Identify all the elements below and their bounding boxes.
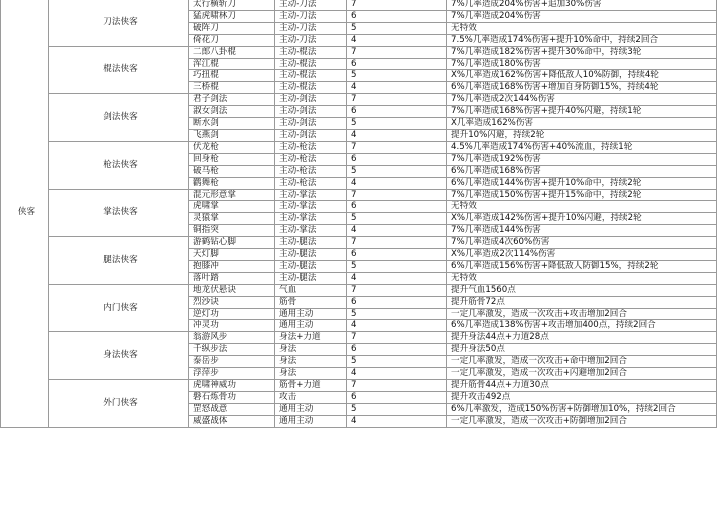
skill-level-cell: 5 [347, 356, 447, 368]
table-row [1, 94, 717, 106]
skill-effect-cell: 7%几率造成204%伤害 [447, 10, 717, 22]
skill-name-cell: 断水剑 [189, 118, 275, 130]
skill-name-cell: 倚花刀 [189, 34, 275, 46]
skill-effect-cell: X%几率造成142%伤害+提升10%闪避，持续2轮 [447, 213, 717, 225]
skill-type-cell: 筋骨 [275, 296, 347, 308]
skill-level-cell: 5 [347, 213, 447, 225]
skill-level-cell: 6 [347, 391, 447, 403]
skill-level-cell: 7 [347, 141, 447, 153]
skill-effect-cell: 无特效 [447, 272, 717, 284]
skill-effect-cell: 提升攻击492点 [447, 391, 717, 403]
table-row [1, 237, 717, 249]
skill-level-cell: 7 [347, 46, 447, 58]
skill-level-cell: 7 [347, 380, 447, 392]
skill-table-body [1, 0, 717, 427]
skill-effect-cell: 6%几率激发，造成150%伤害+防御增加10%，持续2回合 [447, 403, 717, 415]
skill-effect-cell: 7.5%几率造成174%伤害+提升10%命中，持续2回合 [447, 34, 717, 46]
skill-name-cell: 铜指突 [189, 225, 275, 237]
skill-name-cell: 冲灵功 [189, 320, 275, 332]
skill-type-cell: 主动-掌法 [275, 225, 347, 237]
skill-effect-cell: 7%几率造成192%伤害 [447, 153, 717, 165]
skill-level-cell: 7 [347, 0, 447, 10]
skill-level-cell: 5 [347, 70, 447, 82]
skill-type-cell: 主动-刀法 [275, 22, 347, 34]
skill-type-cell: 主动-掌法 [275, 213, 347, 225]
skill-effect-cell: 提升筋骨44点+力道30点 [447, 380, 717, 392]
skill-name-cell: 罡怒战意 [189, 403, 275, 415]
skill-level-cell: 6 [347, 249, 447, 261]
skill-type-cell: 身法+力道 [275, 332, 347, 344]
skill-type-cell: 主动-棍法 [275, 46, 347, 58]
skill-effect-cell: 7%几率造成4次60%伤害 [447, 237, 717, 249]
skill-level-cell: 4 [347, 368, 447, 380]
group-name-cell: 内门侠客 [49, 284, 189, 332]
skill-level-cell: 6 [347, 106, 447, 118]
skill-effect-cell: 7%几率造成180%伤害 [447, 58, 717, 70]
skill-level-cell: 5 [347, 403, 447, 415]
skill-level-cell: 5 [347, 22, 447, 34]
skill-name-cell: 威盛战体 [189, 415, 275, 427]
skill-effect-cell: X%几率造成2次114%伤害 [447, 249, 717, 261]
skill-type-cell: 主动-枪法 [275, 177, 347, 189]
group-name-cell: 掌法侠客 [49, 189, 189, 237]
skill-type-cell: 气血 [275, 284, 347, 296]
skill-effect-cell: 7%几率造成2次144%伤害 [447, 94, 717, 106]
skill-type-cell: 主动-掌法 [275, 189, 347, 201]
skill-type-cell: 主动-剑法 [275, 118, 347, 130]
skill-level-cell: 5 [347, 260, 447, 272]
table-row [1, 332, 717, 344]
skill-type-cell: 身法 [275, 368, 347, 380]
skill-name-cell: 天灯脚 [189, 249, 275, 261]
skill-name-cell: 翁游风步 [189, 332, 275, 344]
table-row [1, 141, 717, 153]
skill-name-cell: 猛虎啸林刀 [189, 10, 275, 22]
group-name-cell: 棍法侠客 [49, 46, 189, 94]
skill-type-cell: 主动-腿法 [275, 260, 347, 272]
skill-type-cell: 主动-掌法 [275, 201, 347, 213]
skill-type-cell: 主动-枪法 [275, 165, 347, 177]
skill-name-cell: 太行横斩刀 [189, 0, 275, 10]
skill-effect-cell: 提升身法44点+力道28点 [447, 332, 717, 344]
skill-level-cell: 5 [347, 165, 447, 177]
skill-effect-cell: 6%几率造成168%伤害 [447, 165, 717, 177]
skill-name-cell: 逆灯功 [189, 308, 275, 320]
skill-name-cell: 抱膝冲 [189, 260, 275, 272]
skill-effect-cell: 7%几率造成168%伤害+提升40%闪避，持续1轮 [447, 106, 717, 118]
skill-level-cell: 6 [347, 153, 447, 165]
skill-level-cell: 4 [347, 34, 447, 46]
skill-type-cell: 通用主动 [275, 308, 347, 320]
skill-name-cell: 破马枪 [189, 165, 275, 177]
skill-level-cell: 6 [347, 201, 447, 213]
skill-effect-cell: 一定几率激发，造成一次攻击+闪避增加2回合 [447, 368, 717, 380]
skill-effect-cell: 6%几率造成168%伤害+增加自身防御15%，持续4轮 [447, 82, 717, 94]
skill-type-cell: 筋骨+力道 [275, 380, 347, 392]
skill-type-cell: 主动-棍法 [275, 82, 347, 94]
skill-effect-cell: 4.5%几率造成174%伤害+40%流血，持续1轮 [447, 141, 717, 153]
skill-level-cell: 4 [347, 82, 447, 94]
skill-name-cell: 地龙伏悬诀 [189, 284, 275, 296]
table-row [1, 380, 717, 392]
skill-level-cell: 4 [347, 272, 447, 284]
skill-name-cell: 淑女剑法 [189, 106, 275, 118]
skill-type-cell: 主动-棍法 [275, 58, 347, 70]
skill-name-cell: 二郎八卦棍 [189, 46, 275, 58]
skill-type-cell: 通用主动 [275, 415, 347, 427]
skill-type-cell: 主动-枪法 [275, 141, 347, 153]
group-name-cell: 外门侠客 [49, 380, 189, 428]
skill-type-cell: 主动-刀法 [275, 0, 347, 10]
skill-effect-cell: 无特效 [447, 22, 717, 34]
skill-effect-cell: 提升筋骨72点 [447, 296, 717, 308]
skill-effect-cell: X几率造成162%伤害 [447, 118, 717, 130]
skill-level-cell: 7 [347, 284, 447, 296]
skill-name-cell: 伏龙枪 [189, 141, 275, 153]
skill-type-cell: 主动-刀法 [275, 34, 347, 46]
skill-effect-cell: 7%几率造成150%伤害+提升15%命中，持续2轮 [447, 189, 717, 201]
group-name-cell: 腿法侠客 [49, 237, 189, 285]
group-name-cell: 枪法侠客 [49, 141, 189, 189]
skill-level-cell: 4 [347, 225, 447, 237]
skill-name-cell: 千纵步法 [189, 344, 275, 356]
skill-level-cell: 7 [347, 332, 447, 344]
skill-level-cell: 4 [347, 320, 447, 332]
skill-level-cell: 5 [347, 118, 447, 130]
skill-effect-cell: X%几率造成162%伤害+降低敌人10%防御，持续4轮 [447, 70, 717, 82]
skill-name-cell: 巧扭棍 [189, 70, 275, 82]
skill-name-cell: 游鹤钻心脚 [189, 237, 275, 249]
skill-type-cell: 主动-腿法 [275, 272, 347, 284]
skill-effect-cell: 7%几率造成182%伤害+提升30%命中，持续3轮 [447, 46, 717, 58]
skill-effect-cell: 7%几率造成144%伤害 [447, 225, 717, 237]
skill-effect-cell: 无特效 [447, 201, 717, 213]
skill-type-cell: 主动-剑法 [275, 94, 347, 106]
skill-name-cell: 烈沙诀 [189, 296, 275, 308]
skill-effect-cell: 一定几率激发，造成一次攻击+攻击增加2回合 [447, 308, 717, 320]
skill-effect-cell: 6%几率造成144%伤害+提升10%命中，持续2轮 [447, 177, 717, 189]
skill-name-cell: 灵猿掌 [189, 213, 275, 225]
skill-type-cell: 通用主动 [275, 320, 347, 332]
skill-level-cell: 7 [347, 189, 447, 201]
skill-effect-cell: 提升身法50点 [447, 344, 717, 356]
skill-type-cell: 攻击 [275, 391, 347, 403]
table-row [1, 46, 717, 58]
skill-level-cell: 6 [347, 10, 447, 22]
skill-type-cell: 主动-剑法 [275, 106, 347, 118]
skill-type-cell: 主动-剑法 [275, 129, 347, 141]
skill-effect-cell: 一定几率激发，造成一次攻击+防御增加2回合 [447, 415, 717, 427]
skill-type-cell: 主动-棍法 [275, 70, 347, 82]
skill-type-cell: 身法 [275, 344, 347, 356]
skill-name-cell: 泰岳步 [189, 356, 275, 368]
skill-level-cell: 7 [347, 237, 447, 249]
skill-name-cell: 磐石炼骨功 [189, 391, 275, 403]
skill-effect-cell: 6%几率造成156%伤害+降低敌人防御15%，持续2轮 [447, 260, 717, 272]
skill-name-cell: 浮萍步 [189, 368, 275, 380]
group-name-cell: 身法侠客 [49, 332, 189, 380]
skill-name-cell: 落叶踏 [189, 272, 275, 284]
skill-type-cell: 主动-枪法 [275, 153, 347, 165]
skill-type-cell: 主动-刀法 [275, 10, 347, 22]
skill-type-cell: 身法 [275, 356, 347, 368]
skill-name-cell: 虎啸神威功 [189, 380, 275, 392]
skill-effect-cell: 一定几率激发，造成一次攻击+命中增加2回合 [447, 356, 717, 368]
skill-level-cell: 4 [347, 177, 447, 189]
skill-level-cell: 4 [347, 129, 447, 141]
skill-level-cell: 7 [347, 94, 447, 106]
category-cell: 侠客 [1, 0, 49, 427]
skill-effect-cell: 6%几率造成138%伤害+攻击增加400点，持续2回合 [447, 320, 717, 332]
skill-level-cell: 6 [347, 296, 447, 308]
table-row [1, 189, 717, 201]
group-name-cell: 刀法侠客 [49, 0, 189, 46]
skill-name-cell: 君子剑法 [189, 94, 275, 106]
skill-effect-cell: 提升10%闪避，持续2轮 [447, 129, 717, 141]
skill-name-cell: 混元形意掌 [189, 189, 275, 201]
skill-effect-cell: 7%几率造成204%伤害+追加30%伤害 [447, 0, 717, 10]
skill-name-cell: 虎啸掌 [189, 201, 275, 213]
skill-level-cell: 6 [347, 344, 447, 356]
skill-name-cell: 浑江棍 [189, 58, 275, 70]
skill-level-cell: 4 [347, 415, 447, 427]
skill-type-cell: 主动-腿法 [275, 237, 347, 249]
skill-type-cell: 主动-腿法 [275, 249, 347, 261]
skill-level-cell: 5 [347, 308, 447, 320]
skill-name-cell: 飞燕剑 [189, 129, 275, 141]
group-name-cell: 剑法侠客 [49, 94, 189, 142]
table-row [1, 0, 717, 10]
table-row [1, 284, 717, 296]
skill-effect-cell: 提升气血1560点 [447, 284, 717, 296]
skill-name-cell: 三桥棍 [189, 82, 275, 94]
skill-level-cell: 6 [347, 58, 447, 70]
skill-name-cell: 鹳舞枪 [189, 177, 275, 189]
skill-type-cell: 通用主动 [275, 403, 347, 415]
skill-name-cell: 回身枪 [189, 153, 275, 165]
skill-name-cell: 破阵刀 [189, 22, 275, 34]
